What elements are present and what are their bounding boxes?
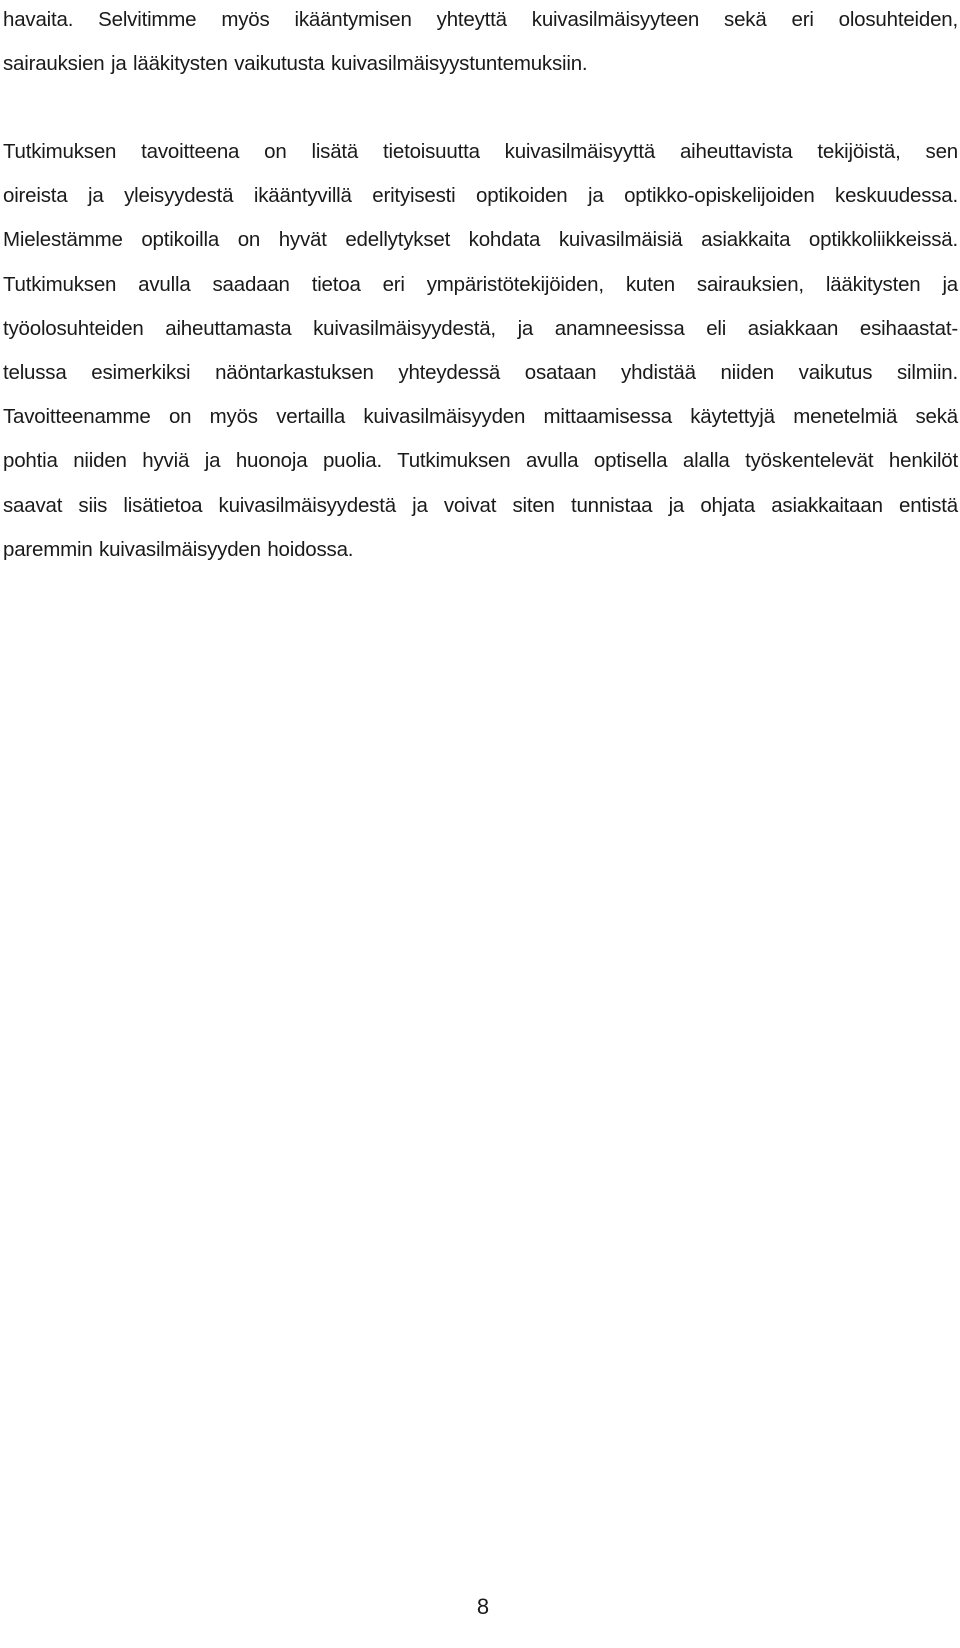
paragraph-intro xyxy=(3,0,958,86)
text-line: oireista ja yleisyydestä ikääntyvillä erityisesti optikoiden ja optikko-opiskelijoiden keskuudessa. xyxy=(3,184,958,208)
text-line: työolosuhteiden aiheuttamasta kuivasilmäisyydestä, ja anamneesissa eli asiakkaan esihaastat- xyxy=(3,316,958,340)
text-line: paremmin kuivasilmäisyyden hoidossa. xyxy=(3,537,354,561)
text-line: Tutkimuksen avulla saadaan tietoa eri ympäristötekijöiden, kuten sairauksien, lääkitysten ja xyxy=(3,272,958,296)
text-line: telussa esimerkiksi näöntarkastuksen yhteydessä osataan yhdistää niiden vaikutus silmiin. xyxy=(3,361,958,385)
text-line: pohtia niiden hyviä ja huonoja puolia. Tutkimuksen avulla optisella alalla työskentelevät henkilöt xyxy=(3,449,958,473)
text-line: saavat siis lisätietoa kuivasilmäisyydestä ja voivat siten tunnistaa ja ohjata asiakkaitaan entistä xyxy=(3,493,958,517)
paragraph-research-goal xyxy=(3,130,958,572)
text-line: Tavoitteenamme on myös vertailla kuivasilmäisyyden mittaamisessa käytettyjä menetelmiä sekä xyxy=(3,405,958,429)
text-line: Mielestämme optikoilla on hyvät edellytykset kohdata kuivasilmäisiä asiakkaita optikkoliikkeissä. xyxy=(3,228,958,252)
page-number: 8 xyxy=(476,1594,490,1619)
text-line: sairauksien ja lääkitysten vaikutusta kuivasilmäisyystuntemuksiin. xyxy=(3,52,588,76)
text-line: Tutkimuksen tavoitteena on lisätä tietoisuutta kuivasilmäisyyttä aiheuttavista tekijöistä, sen xyxy=(3,140,958,163)
text-line: havaita. Selvitimme myös ikääntymisen yhteyttä kuivasilmäisyyteen sekä eri olosuhteiden, xyxy=(3,8,958,31)
